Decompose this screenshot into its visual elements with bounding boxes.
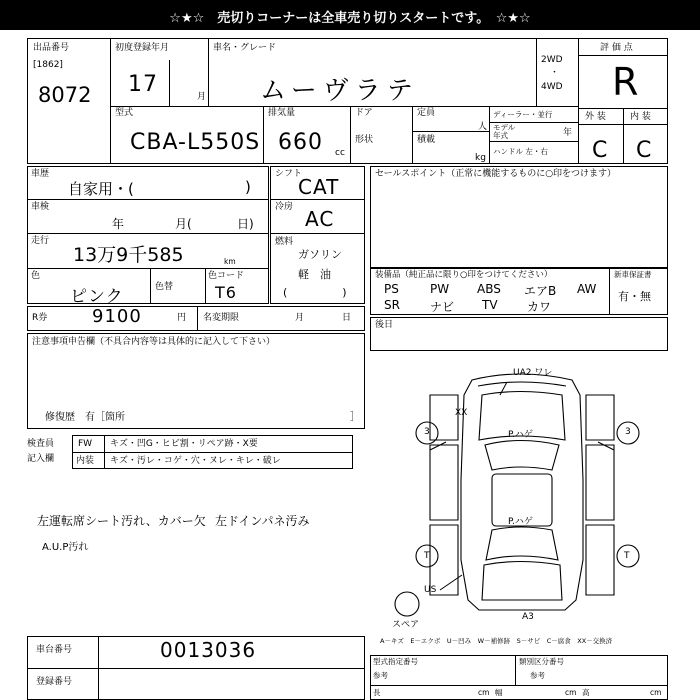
year-unit: 年: [563, 128, 573, 138]
shift-label: シフト: [275, 169, 303, 179]
color-code-value: T6: [215, 283, 237, 302]
fuel-label: 燃料: [275, 237, 294, 247]
equip-sr: SR: [384, 298, 400, 312]
cc-unit: cc: [335, 148, 345, 158]
month-suffix: 月: [197, 92, 207, 102]
load-label: 積載: [417, 135, 436, 145]
shift-value: CAT: [298, 175, 340, 199]
ext-value: C: [592, 138, 609, 163]
r-value: 9100: [92, 306, 142, 327]
tire-fl: 3: [424, 427, 430, 437]
warranty-label: 新車保証書: [614, 270, 652, 279]
disp-label: 排気量: [268, 108, 296, 118]
color-change-label: 色替: [155, 282, 174, 292]
capacity-label: 定員: [417, 108, 436, 118]
repair-close: ］: [350, 412, 360, 423]
repair-label: 修復歴 有［箇所: [45, 412, 125, 423]
spec-cm-3: cm: [650, 688, 662, 697]
equip-pw: PW: [430, 282, 450, 296]
ac-label: 冷房: [275, 202, 294, 212]
sales-label: セールスポイント（正常に機能するものに○印をつけます）: [375, 169, 617, 179]
lot-number: 8072: [38, 83, 92, 107]
km-unit: km: [224, 257, 236, 266]
map-roof-note: P.ハゲ: [508, 430, 533, 440]
handle-label: ハンドル 左・右: [493, 147, 548, 156]
insp-year: 年: [112, 217, 125, 231]
insp-day: 日): [237, 217, 254, 231]
chassis-label: 車台番号: [36, 645, 73, 655]
fuel-diesel: 軽 油: [298, 268, 331, 281]
lot-label: 出品番号: [33, 43, 70, 53]
fuel-paren: ( ): [283, 286, 347, 299]
equip-aw: AW: [577, 282, 597, 296]
first-reg-label: 初度登録年月: [115, 43, 170, 53]
drive-dot: ・: [550, 68, 560, 78]
int-items: キズ・汚レ・コゲ・穴・ヌレ・キレ・破レ: [110, 456, 281, 466]
color-value: ピンク: [70, 287, 124, 307]
int-inspect-label: 内装: [76, 456, 95, 466]
history-label: 車歴: [31, 169, 50, 179]
banner-text: ☆★☆ 売切りコーナーは全車売り切りスタートです。 ☆★☆: [169, 11, 531, 26]
expiry-label: 名変期限: [203, 313, 240, 323]
kg-unit: kg: [475, 153, 486, 163]
map-hood-note: P.ハゲ: [508, 517, 533, 527]
exp-month: 月: [295, 313, 305, 323]
inspection-label: 車検: [31, 202, 50, 212]
map-us-note: US: [424, 585, 437, 595]
map-top-note: UA2 ワレ: [513, 368, 553, 378]
spec-row1a: 型式指定番号: [373, 657, 418, 666]
spec-row1b: 類別区分番号: [519, 657, 564, 666]
equip-navi: ナビ: [430, 300, 455, 314]
fw-items: キズ・凹G・ヒビ割・リペア跡・X要: [110, 439, 258, 449]
equip-label: 装備品（純正品に限り○印をつけてください）: [375, 270, 553, 280]
hand-note-1a: 左運転席シート汚れ、カバー欠: [37, 514, 206, 528]
rating-value: R: [612, 60, 640, 104]
history-value: 自家用・(: [68, 180, 134, 198]
inspector-label-1: 検査員: [27, 439, 55, 449]
spec-cm-2: cm: [565, 688, 577, 697]
spec-row2a: 参考: [373, 671, 388, 680]
reg-label: 登録番号: [36, 677, 73, 687]
history-close: ): [245, 178, 251, 196]
model-label: 型式: [115, 108, 134, 118]
yen-unit: 円: [177, 313, 187, 323]
color-label: 色: [31, 271, 41, 281]
inspector-label-2: 記入欄: [27, 454, 55, 464]
int-value: C: [636, 138, 653, 163]
dealer-label: ディーラー・並行: [493, 110, 553, 119]
notes-label: 注意事項申告欄（不具合内容等は具体的に記入して下さい）: [32, 337, 276, 347]
hand-note-2: A.U.P汚れ: [42, 542, 89, 553]
color-code-label: 色コード: [208, 271, 245, 281]
chassis-value: 0013036: [160, 638, 257, 662]
lot-sub: [1862]: [33, 60, 63, 70]
spec-length: 長: [373, 688, 381, 697]
car-name: ムーヴラテ: [260, 76, 419, 106]
insp-month: 月(: [175, 217, 192, 231]
drive-2wd: 2WD: [541, 55, 563, 65]
spec-width: 幅: [495, 688, 503, 697]
exp-day: 日: [342, 313, 352, 323]
r-label: R券: [32, 313, 48, 323]
equip-ps: PS: [384, 282, 399, 296]
int-label: 内 装: [630, 112, 651, 122]
damage-legend: A－キズ E－エクボ U－凹み W－補修跡 S－サビ C－腐食 XX－交換済: [380, 637, 613, 645]
spec-row2b: 参考: [530, 671, 545, 680]
doors-label: ドア: [355, 108, 373, 118]
fuel-gas: ガソリン: [298, 248, 342, 261]
spec-height: 高: [582, 688, 590, 697]
equip-airbag: エアB: [524, 284, 557, 298]
ac-value: AC: [305, 207, 335, 231]
equip-leather: カワ: [527, 300, 552, 314]
first-reg-value: 17: [128, 72, 158, 97]
model-value: CBA-L550S: [130, 130, 261, 155]
person-unit: 人: [478, 122, 488, 132]
fw-label: FW: [78, 439, 93, 449]
tire-rl: T: [424, 551, 430, 561]
mileage-label: 走行: [31, 236, 50, 246]
after-label: 後日: [375, 320, 394, 330]
equip-tv: TV: [482, 298, 498, 312]
name-label: 車名・グレード: [213, 43, 277, 53]
spare-label: スペア: [392, 620, 420, 630]
shape-label: 形状: [355, 135, 374, 145]
tire-rr: T: [624, 551, 630, 561]
warranty-value: 有・無: [618, 290, 651, 303]
tire-fr: 3: [625, 427, 631, 437]
rating-label: 評 価 点: [600, 43, 633, 53]
disp-value: 660: [278, 130, 323, 155]
drive-4wd: 4WD: [541, 82, 563, 92]
model-year-label: モデル 年式: [493, 123, 516, 140]
map-xx-note: XX: [455, 408, 468, 418]
hand-note-1b: 左ドインパネ汚み: [215, 514, 310, 528]
equip-abs: ABS: [477, 282, 501, 296]
ext-label: 外 装: [585, 112, 606, 122]
map-a3-note: A3: [522, 612, 534, 622]
spec-cm-1: cm: [478, 688, 490, 697]
mileage-value: 13万9千585: [73, 244, 184, 266]
